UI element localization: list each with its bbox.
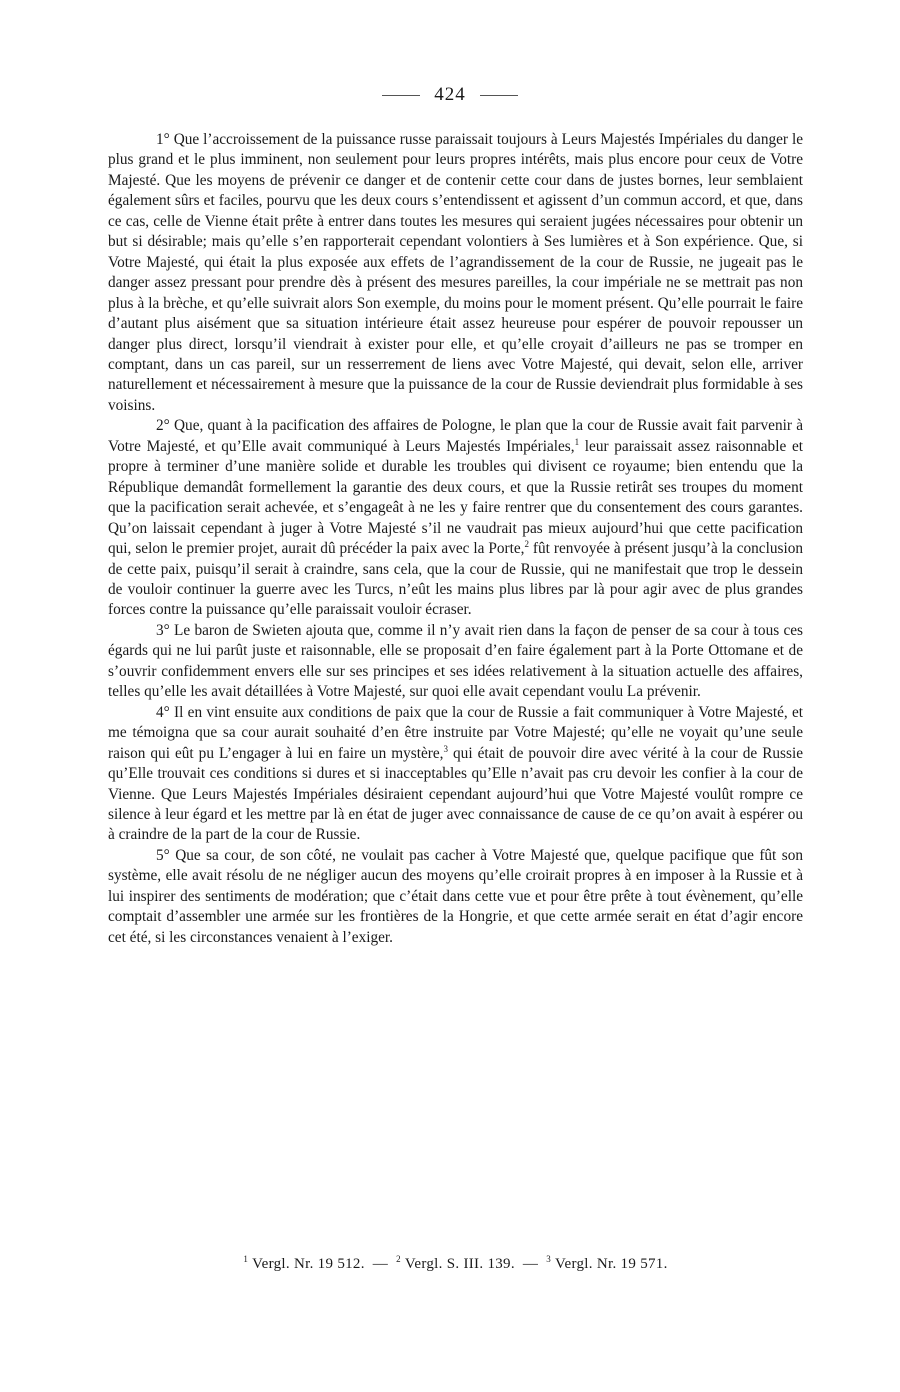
footnote-1 [243, 1256, 364, 1272]
paragraph-2 [108, 416, 803, 621]
footnote-separator-1: — [372, 1256, 389, 1272]
footnote-2-text: Vergl. S. III. 139. [404, 1256, 515, 1272]
footnote-3-number: 3 [546, 1254, 552, 1264]
footnote-2-number: 2 [396, 1254, 401, 1264]
footnote-ref-1: 1 [574, 436, 580, 447]
paragraph-4 [108, 703, 803, 846]
footnote-3-text: Vergl. Nr. 19 571. [555, 1256, 668, 1272]
header-rule-left [382, 95, 420, 96]
paragraph-5 [108, 846, 803, 948]
footnote-1-number: 1 [243, 1254, 249, 1264]
footnotes [108, 1256, 803, 1273]
paragraph-1 [108, 130, 803, 416]
footnote-3 [546, 1256, 667, 1272]
footnote-1-text: Vergl. Nr. 19 512. [252, 1256, 365, 1272]
header-rule-right [480, 95, 518, 96]
paragraph-3 [108, 621, 803, 703]
footnote-ref-2: 2 [524, 538, 529, 549]
footnote-separator-2: — [522, 1256, 539, 1272]
footnote-2 [396, 1256, 515, 1272]
paragraph-3-text: 3° Le baron de Swieten ajouta que, comme il n’y avait rien dans la façon de penser de sa cour à tous ces égards qui ne lui parût juste et raisonnable, elle se proposait d’en faire également part à la Porte Ottomane et de s’ouvrir confidemment envers elle sur ses principes et ses idées relativement à la situation actuelle des affaires, telles qu’elle les avait détaillées à Votre Majesté, sur quoi elle avait cependant voulu La prévenir. [108, 621, 803, 701]
paragraph-1-text: 1° Que l’accroissement de la puissance russe paraissait toujours à Leurs Majestés Impériales du danger le plus grand et le plus imminent, non seulement pour leurs propres intérêts, mais plus encore pour ceux de Votre Majesté. Que les moyens de prévenir ce danger et de contenir cette cour dans de justes bornes, leur semblaient également sûrs et faciles, pourvu que les deux cours s’entendissent et agissent d’un commun accord, et que, dans ce cas, celle de Vienne était prête à entrer dans toutes les mesures qui seraient jugées nécessaires pour obtenir un but si désirable; mais qu’elle s’en rapporterait cependant volontiers à Ses lumières et à Son expérience. Que, si Votre Majesté, qui était la plus exposée aux effets de l’agrandissement de la cour de Russie, ne jugeait pas le danger assez pressant pour prendre dès à présent des mesures pareilles, la cour impériale ne se mettrait pas non plus à la brèche, et qu’elle suivrait alors Son exemple, du moins pour le moment présent. Qu’elle pourrait le faire d’autant plus aisément que sa situation intérieure était assez heureuse pour espérer de pouvoir repousser un danger plus direct, lorsqu’il viendrait à exister pour elle, et qu’elle croyait d’ailleurs ne pas se tromper en comptant, dans un cas pareil, sur un resserrement de liens avec Votre Majesté, qui devait, selon elle, arriver naturellement et nécessairement à mesure que la puissance de la cour de Russie deviendrait plus formidable à ses voisins. [108, 131, 803, 414]
paragraph-2-part-3: fût renvoyée à présent jusqu’à la conclusion de cette paix, puisqu’il serait à craindre, sans cela, que la cour de Russie, qui ne manifestait que trop le dessein de vouloir continuer la guerre avec les Turcs, n’eût les mains plus libres par là pour agir avec de plus grandes forces contre la puissance qu’elle paraissait vouloir écraser. [108, 540, 803, 619]
paragraph-5-text: 5° Que sa cour, de son côté, ne voulait pas cacher à Votre Majesté que, quelque pacifique que fût son système, elle avait résolu de ne négliger aucun des moyens qu’elle croirait propres à en imposer à la Russie et à lui inspirer des sentiments de modération; que c’était dans cette vue et pour être prête à tout évènement, qu’elle comptait d’assembler une armée sur les frontières de la Hongrie, et que cette armée serait en état d’agir encore cet été, si les circonstances venaient à l’exiger. [108, 846, 803, 946]
paragraph-4-part-1: 4° Il en vint ensuite aux conditions de paix que la cour de Russie a fait communiquer à Votre Majesté, et me témoigna que sa cour aurait souhaité d’en être instruite par Votre Majesté; qu’elle ne voyait qu’une seule raison qui eût pu L’engager à lui en faire un mystère, [108, 703, 803, 762]
paragraph-2-part-2: leur paraissait assez raisonnable et propre à terminer d’une manière solide et durable les troubles qui divisent ce royaume; bien entendu que la République demandât formellement la garantie des deux cours, et que la Russie retirât ses troupes du moment que la pacification serait achevée, et s’engageât à ne les y faire rentrer que du consentement des cours garantes. Qu’on laissait cependant à juger à Votre Majesté s’il ne vaudrait pas mieux aujourd’hui que cette pacification qui, selon le premier projet, aurait dû précéder la paix avec la Porte, [108, 437, 803, 558]
paragraph-4-part-2: qui était de pouvoir dire avec vérité à la cour de Russie qu’Elle trouvait ces conditions si dures et si inacceptables qu’Elle n’avait pas cru devoir les confier à la cour de Vienne. Que Leurs Majestés Impériales désiraient cependant aujourd’hui que Votre Majesté voulût rompre ce silence à leur égard et les mettre par là en état de juger avec connaissance de cause de ce qu’on avait à espérer ou à craindre de la part de la cour de Russie. [108, 744, 803, 844]
body-text [108, 130, 803, 948]
page-header [0, 84, 900, 106]
paragraph-2-part-1: 2° Que, quant à la pacification des affaires de Pologne, le plan que la cour de Russie avait fait parvenir à Votre Majesté, et qu’Elle avait communiqué à Leurs Majestés Impériales, [108, 417, 803, 455]
page-number: 424 [434, 84, 466, 105]
footnote-ref-3: 3 [443, 743, 448, 754]
